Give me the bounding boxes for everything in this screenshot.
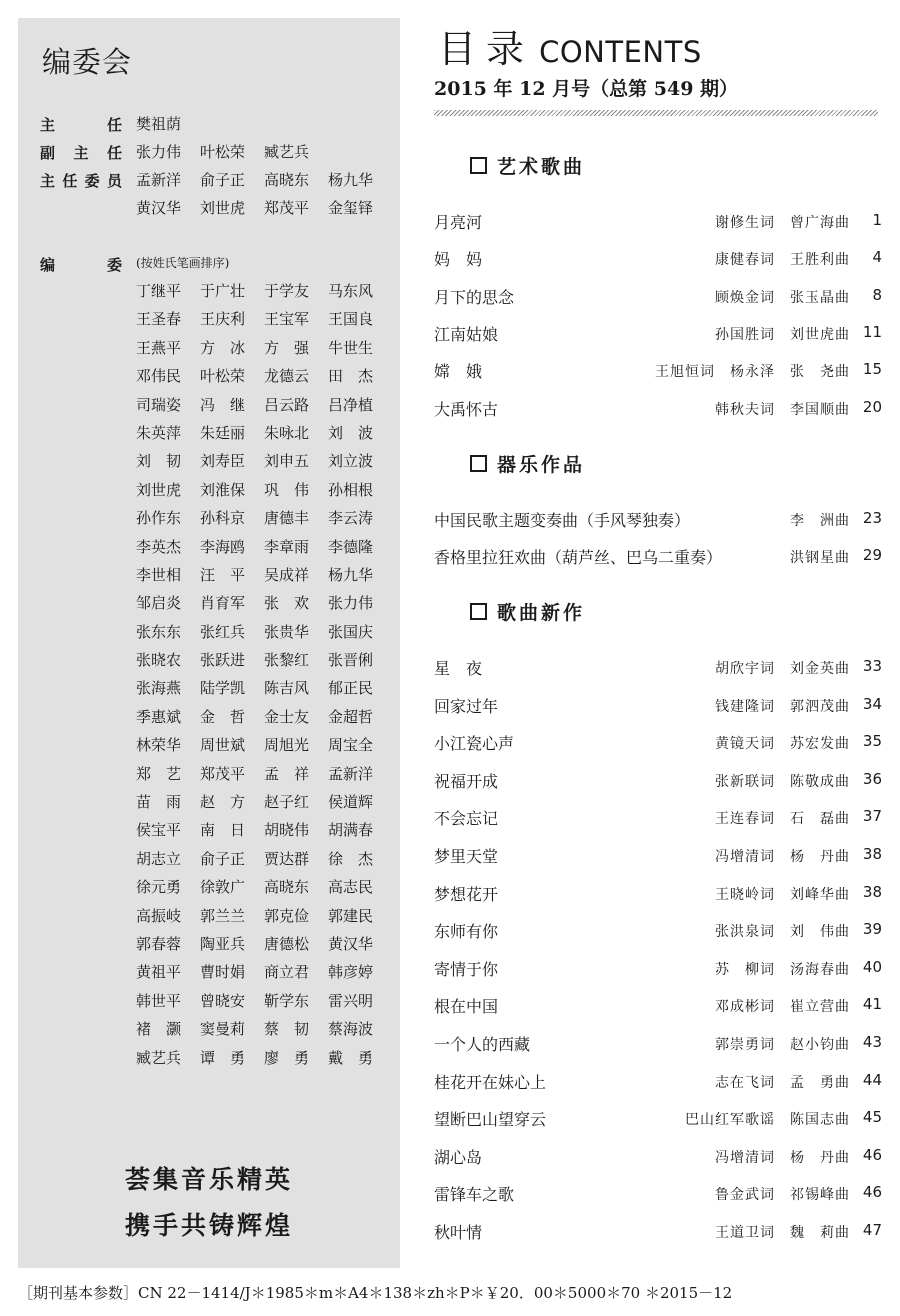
editors-row [136,621,392,649]
person-name: 郑茂平 [264,199,310,217]
person-name: 刘 韧 [136,452,182,471]
person-name: 金超哲 [328,707,374,726]
person-name: 刘 波 [328,423,374,442]
person-name: 冯 继 [200,395,246,414]
entry-credits: 钱建隆词 郭泗茂曲 [715,698,850,715]
person-name: 郑茂平 [200,764,246,783]
person-name: 刘淮保 [200,480,246,499]
person-name: 龙德云 [264,367,310,386]
person-name: 王燕平 [136,338,182,357]
contents-header [438,18,702,73]
toc-entry[interactable] [434,508,882,532]
square-icon [470,157,487,174]
entry-title: 祝福开成 [434,771,499,791]
entry-credits: 王晓岭词 刘峰华曲 [715,886,850,903]
person-name: 刘世虎 [200,199,246,217]
person-name: 金士友 [264,707,310,726]
person-name: 杨九华 [328,565,374,584]
person-name: 牛世生 [328,338,374,357]
person-name: 贾达群 [264,849,310,868]
toc-entry[interactable] [434,1107,882,1131]
entry-page-number: 1 [872,211,882,229]
entry-credits: 谢修生词 曾广海曲 [715,215,850,231]
person-name: 孙作东 [136,509,182,528]
entry-title: 香格里拉狂欢曲（葫芦丝、巴乌二重奏） [434,548,723,567]
entry-page-number: 44 [862,1070,882,1089]
entry-credits: 志在飞词 孟 勇曲 [715,1074,850,1091]
entry-title: 月亮河 [434,213,483,232]
square-icon [470,603,487,620]
person-name: 周宝全 [328,736,374,755]
person-name: 靳学东 [264,991,310,1010]
person-name: 朱咏北 [264,423,310,442]
toc-entry[interactable] [434,694,882,718]
toc-entry[interactable] [434,957,882,981]
person-name: 李云涛 [328,509,374,528]
person-name: 韩彦婷 [328,963,374,982]
editors-row [136,990,392,1018]
person-name: 周世斌 [200,736,246,755]
person-name: 陈吉风 [264,679,310,698]
entry-page-number: 34 [862,694,882,713]
person-name: 张东东 [136,622,182,641]
person-name: 黄汉华 [328,934,374,953]
person-name: 刘世虎 [136,480,182,499]
toc-entry[interactable] [434,919,882,943]
person-name: 司瑞姿 [136,395,182,414]
person-name: 孟新洋 [136,171,182,189]
toc-entry[interactable] [434,731,882,755]
editors-row [136,280,392,308]
slogan-line-1: 荟集音乐精英 [124,1165,293,1194]
entry-credits: 巴山红军歌谣 陈国志曲 [685,1112,850,1129]
person-name: 郭克俭 [264,906,310,925]
entry-title: 妈 妈 [434,250,483,270]
square-icon [470,455,487,472]
person-name: 巩 伟 [264,480,310,499]
editors-row [136,1018,392,1046]
person-name: 韩世平 [136,991,182,1010]
person-name: 方 冰 [200,338,246,357]
entry-title: 一个人的西藏 [434,1035,531,1054]
person-name: 田 杰 [328,367,374,386]
toc-entry[interactable] [434,806,882,830]
entry-credits: 孙国胜词 刘世虎曲 [715,326,850,343]
entry-credits: 鲁金武词 祁锡峰曲 [715,1187,850,1204]
entry-title: 秋叶情 [434,1223,483,1242]
person-name: 刘申五 [264,452,310,471]
toc-entry[interactable] [434,359,882,383]
entry-title: 回家过年 [434,696,499,716]
entry-credits: 王连春词 石 磊曲 [715,811,850,828]
issue-line: 2015 年 12 月号（总第 549 期） [434,78,739,100]
person-name: 孙相根 [328,480,374,499]
toc-entry[interactable] [434,882,882,906]
person-name: 赵 方 [200,793,246,812]
person-name: 郁正民 [328,679,374,698]
entry-title: 小江瓷心声 [434,734,515,754]
toc-entry[interactable] [434,247,882,271]
person-name: 黄汉华 [136,199,182,217]
person-name: 高振岐 [136,906,182,925]
person-name: 郑 艺 [136,764,182,783]
person-name: 于广壮 [200,282,246,300]
editors-row [136,365,392,393]
person-name: 樊祖荫 [136,115,182,133]
toc-entry[interactable] [434,994,882,1018]
toc-entry[interactable] [434,1070,882,1094]
person-name: 吕云路 [264,395,310,414]
director-names [136,113,200,134]
toc-entry[interactable] [434,1220,882,1244]
person-name: 褚 灏 [136,1020,182,1039]
editorial-board-panel [18,18,400,1268]
person-name: 丁继平 [136,282,182,300]
section-title: 艺术歌曲 [497,156,586,178]
person-name: 李海鸥 [200,537,246,556]
entry-page-number: 46 [862,1183,882,1202]
entry-page-number: 35 [862,732,882,751]
entry-credits: 冯增清词 杨 丹曲 [715,849,850,865]
person-name: 俞子正 [200,171,246,189]
editors-row [136,706,392,734]
person-name: 唐德丰 [264,509,310,528]
editors-row [136,564,392,592]
section-header [470,598,585,625]
person-name: 谭 勇 [200,1048,246,1067]
committee-director-names-2 [136,197,392,218]
person-name: 李章雨 [264,537,310,556]
entry-page-number: 45 [862,1108,882,1127]
person-name: 孙科京 [200,509,246,528]
person-name: 侯宝平 [136,821,182,840]
person-name: 窦曼莉 [200,1020,246,1039]
entry-credits: 王道卫词 魏 莉曲 [715,1225,850,1241]
entry-credits: 韩秋夫词 李国顺曲 [715,401,850,418]
person-name: 邹启炎 [136,594,182,613]
person-name: 张海燕 [136,679,182,698]
person-name: 苗 雨 [136,793,182,812]
entry-credits: 张新联词 陈敬成曲 [715,773,850,790]
role-label-deputy-director: 副 主 任 [40,144,122,162]
entry-credits: 康健春词 王胜利曲 [715,252,850,269]
role-label-committee-director: 主 任 委 员 [40,172,122,190]
entry-title: 根在中国 [434,997,499,1017]
toc-entry[interactable] [434,322,882,346]
entry-title: 不会忘记 [434,809,499,829]
entry-credits: 苏 柳词 汤海春曲 [715,961,850,978]
editors-row [136,422,392,450]
person-name: 张黎红 [264,651,310,670]
entry-credits: 王旭恒词 杨永泽 张 尧曲 [655,364,850,381]
editors-row [136,649,392,677]
person-name: 徐敦广 [200,878,246,897]
editors-row [136,677,392,705]
person-name: 蔡海波 [328,1020,374,1039]
person-name: 陆学凯 [200,679,246,698]
entry-title: 湖心岛 [434,1147,483,1167]
editors-row [136,848,392,876]
editors-row [136,933,392,961]
editors-row [136,763,392,791]
person-name: 王庆利 [200,310,246,329]
person-name: 李德隆 [328,537,374,556]
entry-page-number: 20 [862,397,882,416]
entry-page-number: 29 [862,546,882,564]
person-name: 赵子红 [264,793,310,812]
toc-entry[interactable] [434,397,882,421]
contents-title-cn: 目录 [438,27,535,71]
entry-page-number: 38 [862,882,882,901]
person-name: 胡满春 [328,821,374,840]
person-name: 黄祖平 [136,963,182,982]
editors-row [136,450,392,478]
person-name: 曹时娟 [200,963,246,982]
toc-entry[interactable] [434,545,882,569]
editors-row [136,592,392,620]
editors-note: (按姓氏笔画排序) [136,256,230,270]
entry-title: 中国民歌主题变奏曲（手风琴独奏） [434,511,691,530]
editors-row [136,876,392,904]
person-name: 王国良 [328,310,374,329]
entry-credits: 郭崇勇词 赵小钧曲 [715,1037,850,1053]
person-name: 戴 勇 [328,1048,374,1067]
person-name: 张贵华 [264,622,310,641]
person-name: 朱廷丽 [200,423,246,442]
person-name: 商立君 [264,963,310,982]
person-name: 刘立波 [328,452,374,471]
editors-row [136,1047,392,1075]
entry-title: 大禹怀古 [434,399,499,419]
person-name: 朱英萍 [136,423,182,442]
toc-entry[interactable] [434,769,882,793]
person-name: 吴成祥 [264,565,310,584]
person-name: 侯道辉 [328,793,374,812]
contents-title-en: CONTENTS [539,35,702,69]
entry-page-number: 38 [862,845,882,863]
person-name: 季惠斌 [136,707,182,726]
entry-title: 桂花开在妹心上 [434,1072,547,1092]
person-name: 张晓农 [136,651,182,670]
person-name: 金玺铎 [328,199,374,217]
toc-entry[interactable] [434,844,882,868]
toc-entry[interactable] [434,1182,882,1206]
toc-entry[interactable] [434,1032,882,1056]
editors-row [136,308,392,336]
entry-title: 东师有你 [434,922,499,942]
journal-parameters: ［期刊基本参数］CN 22－1414/J＊1985＊m＊A4＊138＊zh＊P＊￥20．00＊5000＊70 ＊2015－12 [18,1284,733,1302]
role-label-editors: 编 委 [40,256,122,274]
header-divider [434,110,878,116]
editors-row [136,479,392,507]
person-name: 吕净植 [328,395,374,414]
person-name: 臧艺兵 [136,1048,182,1067]
entry-title: 雷锋车之歌 [434,1185,515,1205]
entry-page-number: 36 [862,769,882,788]
entry-title: 江南姑娘 [434,324,499,344]
person-name: 肖育军 [200,594,246,613]
person-name: 李英杰 [136,537,182,556]
person-name: 蔡 韧 [264,1020,310,1039]
section-title: 器乐作品 [497,454,586,476]
entry-title: 月下的思念 [434,287,515,307]
person-name: 刘寿臣 [200,452,246,471]
entry-page-number: 15 [862,360,882,379]
entry-title: 嫦 娥 [434,362,483,382]
toc-entry[interactable] [434,210,882,234]
person-name: 郭建民 [328,906,374,925]
entry-page-number: 41 [862,995,882,1014]
person-name: 唐德松 [264,934,310,953]
person-name: 高晓东 [264,171,310,189]
person-name: 张国庆 [328,622,374,641]
slogan-line-2: 携手共铸辉煌 [124,1211,293,1240]
editors-row [136,734,392,762]
entry-page-number: 47 [862,1221,882,1239]
person-name: 张力伟 [136,143,182,161]
entry-page-number: 46 [862,1145,882,1164]
person-name: 郭兰兰 [200,906,246,925]
board-title: 编委会 [42,45,133,79]
entry-title: 梦里天堂 [434,847,499,866]
entry-page-number: 23 [862,509,882,527]
person-name: 臧艺兵 [264,143,310,161]
person-name: 张 欢 [264,594,310,613]
entry-page-number: 40 [862,957,882,976]
entry-page-number: 11 [862,322,882,341]
person-name: 叶松荣 [200,143,246,161]
person-name: 马东风 [328,282,374,300]
person-name: 金 哲 [200,707,246,726]
person-name: 俞子正 [200,849,246,868]
entry-credits: 洪钢星曲 [790,550,850,566]
section-header [470,152,585,179]
entry-title: 望断巴山望穿云 [434,1110,547,1130]
section-header [470,450,585,477]
role-label-director: 主 任 [40,116,122,134]
editors-row [136,394,392,422]
person-name: 王圣春 [136,310,182,329]
committee-director-names-1 [136,169,392,190]
editors-row [136,337,392,365]
person-name: 林荣华 [136,736,182,755]
person-name: 南 日 [200,821,246,840]
toc-entry[interactable] [434,1145,882,1169]
entry-credits: 李 洲曲 [790,513,850,529]
person-name: 张红兵 [200,622,246,641]
editors-row [136,905,392,933]
editors-row [136,961,392,989]
entry-title: 寄情于你 [434,959,499,979]
toc-entry[interactable] [434,656,882,680]
person-name: 杨九华 [328,171,374,189]
person-name: 廖 勇 [264,1048,310,1067]
entry-page-number: 4 [872,248,882,267]
person-name: 汪 平 [200,565,246,584]
entry-title: 梦想花开 [434,884,499,904]
person-name: 张力伟 [328,594,374,613]
entry-title: 星 夜 [434,659,483,678]
person-name: 胡晓伟 [264,821,310,840]
person-name: 曾晓安 [200,991,246,1010]
person-name: 孟新洋 [328,764,374,783]
person-name: 陶亚兵 [200,934,246,953]
person-name: 徐 杰 [328,849,374,868]
person-name: 徐元勇 [136,878,182,897]
person-name: 叶松荣 [200,367,246,386]
person-name: 张晋俐 [328,651,374,670]
editors-row [136,507,392,535]
person-name: 郭春蓉 [136,934,182,953]
person-name: 李世相 [136,565,182,584]
entry-credits: 邓成彬词 崔立营曲 [715,999,850,1016]
person-name: 高晓东 [264,878,310,897]
editors-row [136,791,392,819]
entry-page-number: 43 [862,1033,882,1051]
person-name: 周旭光 [264,736,310,755]
person-name: 于学友 [264,282,310,300]
editors-grid [136,280,392,1075]
entry-page-number: 39 [862,920,882,939]
entry-credits: 张洪泉词 刘 伟曲 [715,924,850,941]
deputy-director-names [136,141,328,162]
person-name: 王宝军 [264,310,310,329]
person-name: 雷兴明 [328,991,374,1010]
toc-entry[interactable] [434,285,882,309]
entry-page-number: 37 [862,807,882,826]
entry-page-number: 8 [872,285,882,304]
editors-row [136,536,392,564]
person-name: 邓伟民 [136,367,182,386]
person-name: 胡志立 [136,849,182,868]
section-title: 歌曲新作 [497,602,586,624]
entry-credits: 顾焕金词 张玉晶曲 [715,289,850,306]
entry-page-number: 33 [862,657,882,675]
editors-row [136,819,392,847]
entry-credits: 黄镜天词 苏宏发曲 [715,736,850,753]
entry-credits: 冯增清词 杨 丹曲 [715,1149,850,1166]
person-name: 高志民 [328,878,374,897]
entry-credits: 胡欣宇词 刘金英曲 [715,661,850,677]
person-name: 方 强 [264,338,310,357]
person-name: 孟 祥 [264,764,310,783]
person-name: 张跃进 [200,651,246,670]
